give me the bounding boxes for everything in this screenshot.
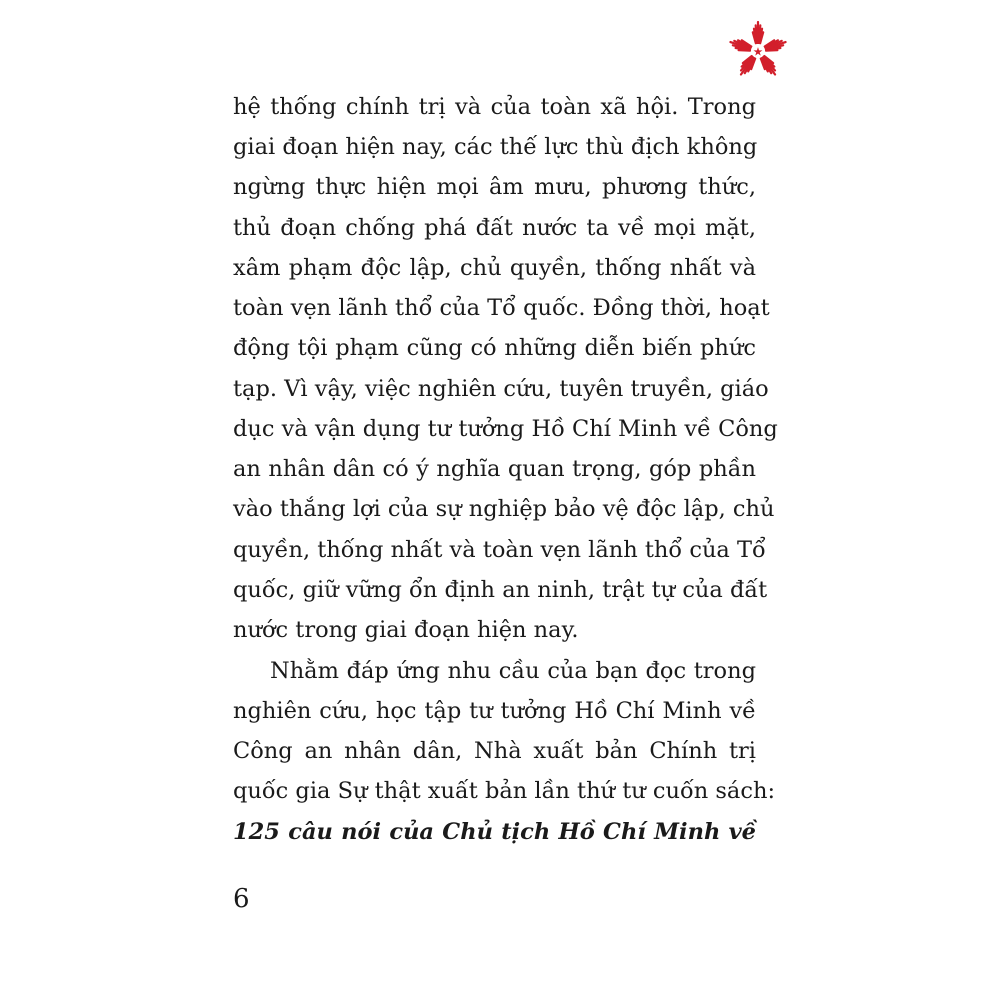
body-text-line: quyền, thống nhất và toàn vẹn lãnh thổ của Tổ [233,537,766,563]
body-text-line: quốc, giữ vững ổn định an ninh, trật tự của đất [233,577,768,603]
body-text-line: hệ thống chính trị và của toàn xã hội. Trong [233,94,756,120]
body-text-line: động tội phạm cũng có những diễn biến phức [233,335,756,361]
body-text-line: vào thắng lợi của sự nghiệp bảo vệ độc lập, chủ [233,496,775,522]
publisher-star-emblem-icon [727,20,789,82]
body-text-line: quốc gia Sự thật xuất bản lần thứ tư cuốn sách: [233,778,776,804]
body-text-line: thủ đoạn chống phá đất nước ta về mọi mặt, [233,215,756,241]
body-text-line: ngừng thực hiện mọi âm mưu, phương thức, [233,174,756,200]
body-text-line: Nhằm đáp ứng nhu cầu của bạn đọc trong [270,658,756,684]
body-text-line: xâm phạm độc lập, chủ quyền, thống nhất và [233,255,756,281]
svg-text:★: ★ [753,47,763,58]
book-title-line: 125 câu nói của Chủ tịch Hồ Chí Minh về [233,819,756,845]
body-text-line: dục và vận dụng tư tưởng Hồ Chí Minh về Công [233,416,778,442]
body-text-line: tạp. Vì vậy, việc nghiên cứu, tuyên truyền, giáo [233,376,769,402]
body-text-line: an nhân dân có ý nghĩa quan trọng, góp phần [233,456,756,482]
body-text-line: nước trong giai đoạn hiện nay. [233,617,579,643]
page-number: 6 [233,884,250,914]
body-text-line: giai đoạn hiện nay, các thế lực thù địch không [233,134,758,160]
body-text-line: Công an nhân dân, Nhà xuất bản Chính trị [233,738,756,764]
body-text-line: toàn vẹn lãnh thổ của Tổ quốc. Đồng thời, hoạt [233,295,770,321]
body-text-line: nghiên cứu, học tập tư tưởng Hồ Chí Minh về [233,698,756,724]
